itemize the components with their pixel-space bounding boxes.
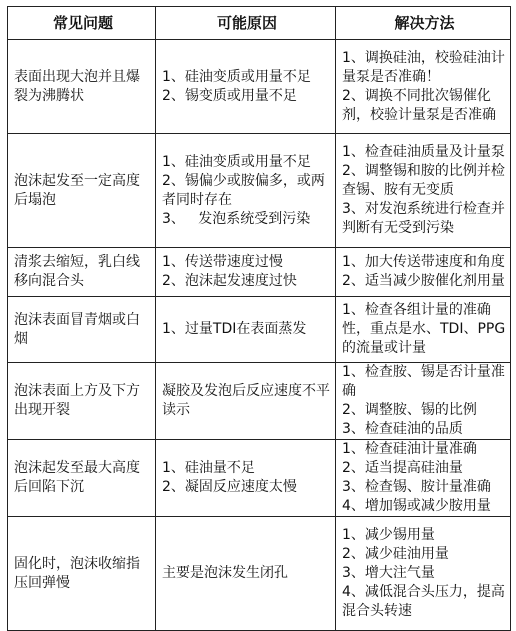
solution-line: 2、调换不同批次锡催化剂，校验计量泵是否准确 (342, 87, 496, 123)
header-problem: 常见问题 (8, 7, 156, 40)
solution-line: 3、检查硅油的品质 (342, 421, 463, 437)
header-solution: 解决方法 (336, 7, 511, 40)
problem-cell: 泡沫表面冒青烟或白烟 (8, 297, 156, 363)
problem-cell: 泡沫起发至最大高度后回陷下沉 (8, 440, 156, 517)
cause-cell (156, 363, 336, 440)
header-row (8, 7, 511, 40)
table-row (8, 363, 511, 440)
cause-line: 主要是泡沫发生闭孔 (162, 565, 288, 581)
solution-cell (336, 134, 511, 248)
table-row (8, 297, 511, 363)
cause-line: 3、 发泡系统受到污染 (162, 210, 311, 227)
cause-line: 2、凝固反应速度太慢 (162, 479, 297, 495)
problem-cell: 清浆去缩短，乳白线移向混合头 (8, 248, 156, 297)
cause-line: 1、过量TDI在表面蒸发 (162, 321, 307, 337)
solution-line: 3、检查锡、胺计量准确 (342, 479, 491, 495)
problem-cell: 泡沫起发至一定高度后塌泡 (8, 134, 156, 248)
solution-line: 4、增加锡或减少胺用量 (342, 498, 491, 514)
solution-line: 2、适当提高硅油量 (342, 460, 463, 476)
cause-line: 1、硅油变质或用量不足 (162, 153, 311, 170)
problem-cell: 表面出现大泡并且爆裂为沸腾状 (8, 40, 156, 134)
solution-cell (336, 297, 511, 363)
cause-cell (156, 440, 336, 517)
solution-cell (336, 440, 511, 517)
solution-cell (336, 248, 511, 297)
solution-line: 2、调整锡和胺的比例并检查锡、胺有无变质 (342, 163, 505, 198)
table-row (8, 40, 511, 134)
cause-cell (156, 297, 336, 363)
solution-line: 2、减少硅油用量 (342, 546, 449, 562)
troubleshooting-table (7, 6, 511, 631)
solution-cell (336, 363, 511, 440)
cause-line: 1、传送带速度过慢 (162, 254, 283, 270)
cause-line: 2、泡沫起发速度过快 (162, 273, 297, 289)
cause-line: 2、锡偏少或胺偏多，或两者同时存在 (162, 172, 325, 208)
solution-line: 1、检查胺、锡是否计量准确 (342, 364, 505, 399)
problem-cell: 固化时，泡沫收缩指压回弹慢 (8, 517, 156, 631)
table-row (8, 517, 511, 631)
cause-line: 2、锡变质或用量不足 (162, 87, 297, 104)
table-row (8, 248, 511, 297)
solution-line: 1、检查硅油计量准确 (342, 441, 477, 457)
solution-line: 4、减低混合头压力，提高混合头转速 (342, 584, 505, 619)
solution-line: 1、检查各组计量的准确性，重点是水、TDI、PPG的流量或计量 (342, 302, 506, 356)
table-row (8, 134, 511, 248)
header-cause: 可能原因 (156, 7, 336, 40)
cause-cell (156, 248, 336, 297)
cause-line: 1、硅油量不足 (162, 460, 255, 476)
solution-line: 1、调换硅油，校验硅油计量泵是否准确！ (342, 49, 505, 85)
problem-cell: 泡沫表面上方及下方出现开裂 (8, 363, 156, 440)
solution-line: 3、对发泡系统进行检查并判断有无受到污染 (342, 201, 505, 236)
cause-line: 凝胶及发泡后反应速度不平读示 (162, 383, 330, 418)
solution-line: 3、增大注气量 (342, 565, 435, 581)
solution-line: 2、适当减少胺催化剂用量 (342, 273, 505, 289)
solution-cell (336, 40, 511, 134)
cause-line: 1、硅油变质或用量不足 (162, 68, 311, 85)
table-row (8, 440, 511, 517)
solution-cell (336, 517, 511, 631)
cause-cell (156, 40, 336, 134)
solution-line: 2、调整胺、锡的比例 (342, 402, 477, 418)
cause-cell (156, 517, 336, 631)
solution-line: 1、检查硅油质量及计量泵 (342, 144, 505, 160)
solution-line: 1、加大传送带速度和角度 (342, 254, 505, 270)
solution-line: 1、减少锡用量 (342, 527, 435, 543)
cause-cell (156, 134, 336, 248)
